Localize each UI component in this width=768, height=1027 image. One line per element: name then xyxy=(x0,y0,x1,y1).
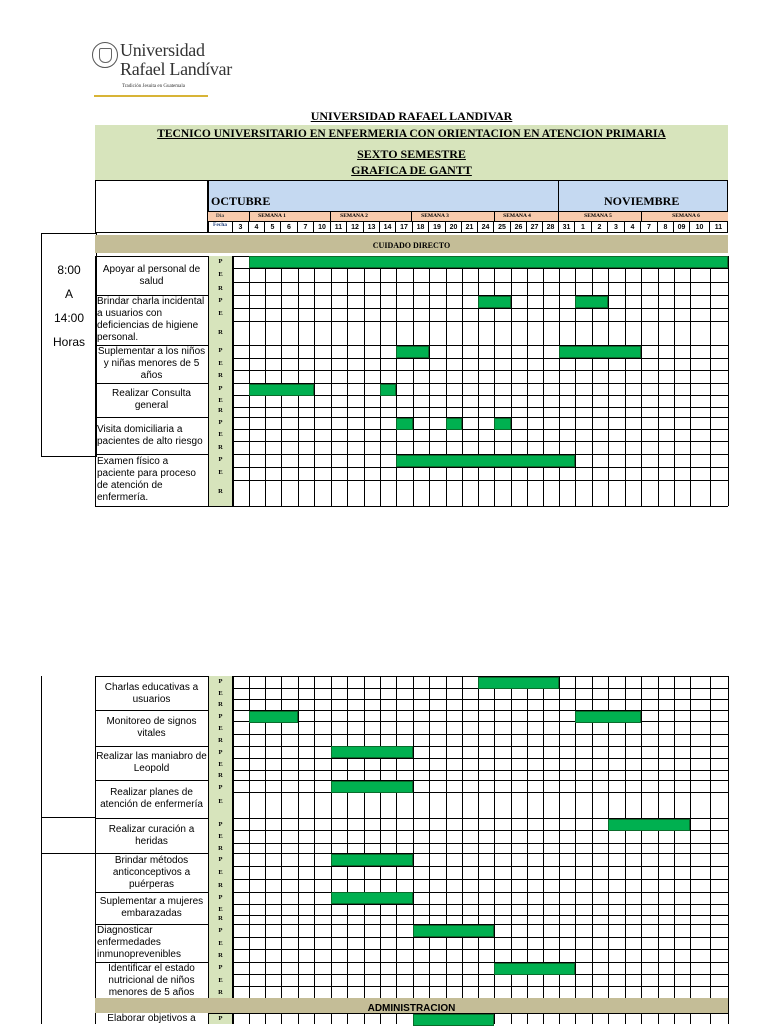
grid-col-line xyxy=(641,256,642,506)
row-code-r: R xyxy=(218,407,223,414)
grid-col-line xyxy=(559,256,560,506)
row-code-r: R xyxy=(218,737,223,744)
grid-col-line xyxy=(396,256,397,506)
row-code-e: E xyxy=(218,725,223,732)
section-direct-care xyxy=(95,235,728,253)
task-visita-domiciliaria: Visita domiciliaria a pacientes de alto riesgo xyxy=(97,423,203,447)
grid-row-line xyxy=(208,480,728,481)
gantt-bar-planned xyxy=(249,384,314,396)
grid-col-line xyxy=(314,676,315,1024)
gantt-bar-planned xyxy=(446,418,462,430)
grid-col-line xyxy=(494,256,495,506)
grid-col-line xyxy=(298,256,299,506)
grid-col-line xyxy=(527,256,528,506)
grid-col-line xyxy=(413,256,414,506)
gantt-bar-planned xyxy=(478,296,511,308)
grid-col-line xyxy=(641,676,642,1024)
grid-row-line xyxy=(208,467,728,468)
grid-col-line xyxy=(281,676,282,1024)
semester-title: SEXTO SEMESTRE xyxy=(357,147,466,161)
logo-name-line1: Universidad xyxy=(120,40,205,60)
grid-col-line xyxy=(314,256,315,506)
month-october: OCTUBRE xyxy=(211,194,271,208)
time-unit: Horas xyxy=(52,335,85,349)
grid-col-line xyxy=(543,256,544,506)
university-title: UNIVERSIDAD RAFAEL LANDIVAR xyxy=(310,109,513,123)
row-code-r: R xyxy=(218,444,223,451)
logo-name-line2: Rafael Landívar xyxy=(120,59,232,79)
section-direct-care-label: CUIDADO DIRECTO xyxy=(372,241,451,250)
dia-label: Dia xyxy=(215,213,225,219)
grid-col-line xyxy=(478,256,479,506)
row-code-p: P xyxy=(218,894,223,901)
grid-col-line xyxy=(331,256,332,506)
grid-col-line xyxy=(429,676,430,1024)
grid-col-line xyxy=(592,256,593,506)
date-cell: 1 xyxy=(575,222,592,233)
grid-row-line xyxy=(208,758,728,759)
date-cell: 5 xyxy=(265,222,281,233)
row-code-p: P xyxy=(218,347,223,354)
date-cell: 11 xyxy=(331,222,347,233)
grid-row-line xyxy=(208,734,728,735)
gantt-bar-planned xyxy=(413,925,494,937)
week-divider xyxy=(641,212,642,222)
grid-col-line xyxy=(265,256,266,506)
gantt-bar-planned xyxy=(331,854,413,866)
task-estado-nutricional: Identificar el estado nutricional de niños menores de 5 años xyxy=(108,962,195,998)
grid-col-line xyxy=(233,676,234,1024)
grid-row-line xyxy=(208,949,728,950)
gantt-bar-planned xyxy=(396,418,413,430)
logo-tagline: Tradición Jesuita en Guatemala xyxy=(122,84,185,89)
row-code-r: R xyxy=(218,772,223,779)
time-start: 8:00 xyxy=(57,263,81,277)
gantt-bar-planned xyxy=(331,746,413,758)
row-code-e: E xyxy=(218,690,223,697)
grid-col-line xyxy=(690,256,691,506)
logo-rule xyxy=(94,95,208,97)
row-code-p: P xyxy=(218,419,223,426)
grid-col-line xyxy=(249,676,250,1024)
grid-col-line xyxy=(462,676,463,1024)
row-code-p: P xyxy=(218,749,223,756)
row-code-r: R xyxy=(218,488,223,495)
program-title: TECNICO UNIVERSITARIO EN ENFERMERIA CON ORIENTACION EN ATENCION PRIMARIA xyxy=(157,128,666,140)
grid-row-line xyxy=(208,1013,728,1014)
grid-row-line xyxy=(208,974,728,975)
grid-col-line xyxy=(608,256,609,506)
date-cell: 7 xyxy=(641,222,658,233)
grid-row-line xyxy=(208,904,728,905)
grid-col-line xyxy=(233,256,234,506)
row-code-e: E xyxy=(218,833,223,840)
date-cell: 12 xyxy=(347,222,364,233)
section-administration xyxy=(95,998,728,1013)
time-sep: A xyxy=(64,287,73,301)
row-code-p: P xyxy=(218,258,223,265)
row-code-e: E xyxy=(218,431,223,438)
grid-col-line xyxy=(690,676,691,1024)
date-cell: 25 xyxy=(494,222,511,233)
task-metodos-anticonceptivos: Brindar métodos anticonceptivos a puérperas xyxy=(112,854,191,890)
grid-row-line xyxy=(208,407,728,408)
week-2: SEMANA 2 xyxy=(340,213,368,219)
grid-row-line xyxy=(208,843,728,844)
grid-row-line xyxy=(208,770,728,771)
row-code-r: R xyxy=(218,372,223,379)
date-cell: 7 xyxy=(298,222,314,233)
row-code-r: R xyxy=(218,845,223,852)
task-curacion-heridas: Realizar curación a heridas xyxy=(108,823,195,847)
week-6: SEMANA 6 xyxy=(672,213,700,219)
row-code-e: E xyxy=(218,977,223,984)
gantt-bar-planned xyxy=(396,455,575,467)
row-code-e: E xyxy=(218,360,223,367)
date-cell: 20 xyxy=(446,222,462,233)
task-apoyar-personal: Apoyar al personal de salud xyxy=(102,263,201,287)
grid-col-line xyxy=(380,676,381,1024)
date-cell: 27 xyxy=(527,222,543,233)
row-code-e: E xyxy=(218,469,223,476)
date-cell: 11 xyxy=(710,222,728,233)
date-cell: 31 xyxy=(559,222,575,233)
gantt-bar-planned xyxy=(575,711,641,723)
row-code-e: E xyxy=(218,761,223,768)
divider xyxy=(41,817,96,818)
task-charla-higiene: Brindar charla incidental a usuarios con deficiencias de higiene personal. xyxy=(97,296,205,343)
grid-col-line xyxy=(396,676,397,1024)
gantt-bar-planned xyxy=(249,711,298,723)
grid-row-line xyxy=(208,429,728,430)
date-cell: 10 xyxy=(314,222,331,233)
grid-row-line xyxy=(208,866,728,867)
date-cell: 4 xyxy=(625,222,641,233)
grid-row-line xyxy=(208,321,728,322)
grid-col-line xyxy=(511,256,512,506)
date-cell: 28 xyxy=(543,222,559,233)
row-code-e: E xyxy=(218,940,223,947)
grid-row-line xyxy=(208,688,728,689)
task-monitoreo-signos: Monitoreo de signos vitales xyxy=(106,716,197,739)
grid-col-line xyxy=(625,256,626,506)
grid-row-line xyxy=(208,879,728,880)
grid-col-line xyxy=(413,676,414,1024)
row-code-p: P xyxy=(218,856,223,863)
week-divider xyxy=(494,212,495,222)
row-code-e: E xyxy=(218,906,223,913)
date-cell: 26 xyxy=(511,222,527,233)
date-cell: 3 xyxy=(608,222,625,233)
date-cell: 3 xyxy=(233,222,249,233)
grid-col-line xyxy=(592,676,593,1024)
week-divider xyxy=(558,212,559,222)
divider xyxy=(41,676,42,1024)
grid-col-line xyxy=(462,256,463,506)
grid-row-line xyxy=(208,308,728,309)
date-cell: 17 xyxy=(396,222,413,233)
task-maniobra-leopold: Realizar las maniabro de Leopold xyxy=(96,751,207,774)
task-examen-fisico: Examen físico a paciente para proceso de atención de enfermería. xyxy=(97,456,196,503)
task-charlas-educativas: Charlas educativas a usuarios xyxy=(104,682,199,705)
date-cell: 13 xyxy=(364,222,380,233)
row-code-r: R xyxy=(218,701,223,708)
grid-row-line xyxy=(208,441,728,442)
gantt-bar-planned xyxy=(559,346,641,358)
row-code-r: R xyxy=(218,329,223,336)
grid-col-line xyxy=(429,256,430,506)
gantt-bar-planned xyxy=(249,256,728,268)
row-code-e: E xyxy=(218,869,223,876)
row-code-p: P xyxy=(218,964,223,971)
row-code-r: R xyxy=(218,882,223,889)
grid-col-line xyxy=(674,256,675,506)
row-code-p: P xyxy=(218,821,223,828)
task-suplementar-ninos: Suplementar a los niños y niñas menores de 5 años xyxy=(97,346,206,381)
grid-row-line xyxy=(208,792,728,793)
grid-col-line xyxy=(331,676,332,1024)
chart-title: GRAFICA DE GANTT xyxy=(351,163,472,177)
task-planes-atencion: Realizar planes de atención de enfermería xyxy=(100,787,203,810)
gantt-bar-planned xyxy=(575,296,608,308)
date-cell: 4 xyxy=(249,222,265,233)
row-code-e: E xyxy=(218,310,223,317)
task-elaborar-objetivos: Elaborar objetivos a xyxy=(107,1013,196,1024)
university-logo xyxy=(92,40,232,98)
grid-col-line xyxy=(658,676,659,1024)
date-cell: 8 xyxy=(658,222,674,233)
grid-col-line xyxy=(608,676,609,1024)
date-cell: 24 xyxy=(478,222,494,233)
date-cell: 14 xyxy=(380,222,396,233)
week-1: SEMANA 1 xyxy=(258,213,286,219)
date-cell: 6 xyxy=(281,222,298,233)
grid-col-line xyxy=(380,256,381,506)
schedule-time-block xyxy=(41,233,97,457)
divider xyxy=(41,853,96,854)
grid-col-line xyxy=(674,676,675,1024)
grid-col-line xyxy=(298,676,299,1024)
date-cell: 09 xyxy=(674,222,690,233)
row-code-p: P xyxy=(218,297,223,304)
gantt-bar-planned xyxy=(380,384,396,396)
fecha-label: Fecha xyxy=(208,222,233,233)
grid-col-line xyxy=(446,676,447,1024)
row-code-r: R xyxy=(218,989,223,996)
week-divider xyxy=(249,212,250,222)
gantt-bar-planned xyxy=(331,892,413,904)
week-5: SEMANA 5 xyxy=(584,213,612,219)
task-header-cell xyxy=(95,180,208,233)
grid-col-line xyxy=(728,256,729,506)
gantt-bar-planned xyxy=(478,677,559,689)
grid-row-line xyxy=(208,370,728,371)
date-cell: 19 xyxy=(429,222,446,233)
grid-row-line xyxy=(208,358,728,359)
row-code-p: P xyxy=(218,1015,223,1022)
task-suplementar-embarazadas: Suplementar a mujeres embarazadas xyxy=(99,896,204,919)
grid-row-line xyxy=(208,268,728,269)
row-code-p: P xyxy=(218,678,223,685)
row-code-e: E xyxy=(218,397,223,404)
date-cell: 10 xyxy=(690,222,710,233)
month-november: NOVIEMBRE xyxy=(604,194,680,208)
gantt-bar-planned xyxy=(494,963,575,975)
row-code-e: E xyxy=(218,798,223,805)
university-seal-icon xyxy=(92,42,118,68)
grid-col-line xyxy=(710,256,711,506)
task-row-line xyxy=(95,506,728,507)
grid-col-line xyxy=(575,676,576,1024)
grid-col-line xyxy=(728,676,729,1024)
row-code-r: R xyxy=(218,915,223,922)
section-administration-label: ADMINISTRACION xyxy=(367,1003,456,1014)
date-cell: 21 xyxy=(462,222,478,233)
gantt-bar-planned xyxy=(396,346,429,358)
time-end: 14:00 xyxy=(53,311,85,325)
grid-col-line xyxy=(446,256,447,506)
week-divider xyxy=(411,212,412,222)
grid-col-line xyxy=(710,676,711,1024)
grid-col-line xyxy=(347,676,348,1024)
grid-row-line xyxy=(208,915,728,916)
grid-row-line xyxy=(208,937,728,938)
grid-col-line xyxy=(249,256,250,506)
grid-col-line xyxy=(364,676,365,1024)
grid-col-line xyxy=(265,676,266,1024)
gantt-bar-planned xyxy=(413,1014,494,1026)
row-code-r: R xyxy=(218,285,223,292)
task-row-line xyxy=(95,676,728,677)
date-cell: 2 xyxy=(592,222,608,233)
row-code-p: P xyxy=(218,713,223,720)
week-4: SEMANA 4 xyxy=(503,213,531,219)
grid-col-line xyxy=(347,256,348,506)
grid-row-line xyxy=(208,699,728,700)
row-code-e: E xyxy=(218,271,223,278)
row-code-p: P xyxy=(218,784,223,791)
row-code-p: P xyxy=(218,385,223,392)
grid-col-line xyxy=(281,256,282,506)
grid-col-line xyxy=(478,676,479,1024)
grid-row-line xyxy=(208,986,728,987)
task-diagnosticar-inmunoprevenibles: Diagnosticar enfermedades inmunoprevenibles xyxy=(97,925,181,960)
date-cell: 18 xyxy=(413,222,429,233)
grid-col-line xyxy=(364,256,365,506)
grid-col-line xyxy=(658,256,659,506)
gantt-bar-planned xyxy=(608,819,690,831)
week-3: SEMANA 3 xyxy=(421,213,449,219)
row-code-r: R xyxy=(218,952,223,959)
divider xyxy=(558,180,559,212)
row-code-p: P xyxy=(218,927,223,934)
week-divider xyxy=(330,212,331,222)
grid-col-line xyxy=(625,676,626,1024)
row-code-p: P xyxy=(218,456,223,463)
gantt-bar-planned xyxy=(331,781,413,793)
grid-row-line xyxy=(208,282,728,283)
gantt-bar-planned xyxy=(494,418,511,430)
grid-col-line xyxy=(575,256,576,506)
task-consulta-general: Realizar Consulta general xyxy=(112,388,191,411)
